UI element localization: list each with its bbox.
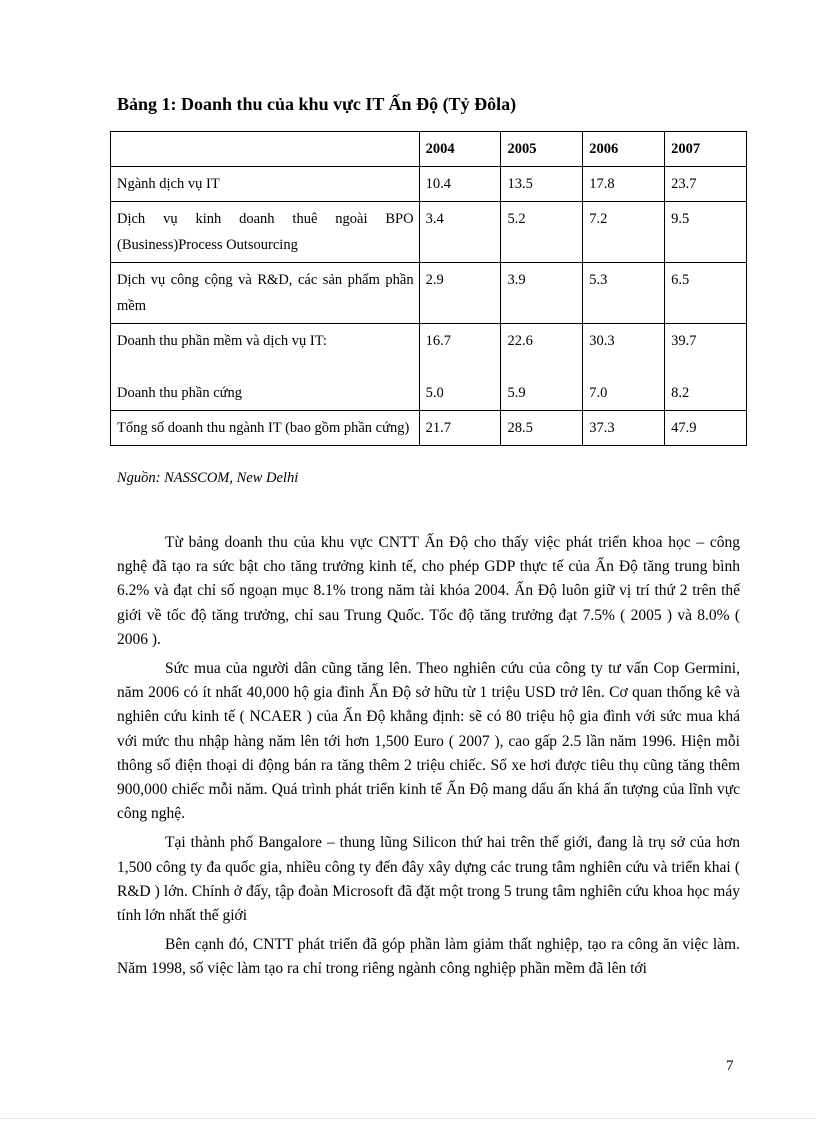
source-note: Nguồn: NASSCOM, New Delhi <box>117 470 299 486</box>
row-label-line: Doanh thu phần mềm và dịch vụ IT: <box>117 333 327 349</box>
value-cell: 6.5 <box>665 263 747 324</box>
value-cell: 28.5 <box>501 411 583 446</box>
value-cell: 2.9 <box>419 263 501 324</box>
value-cell <box>665 324 747 411</box>
value-cell: 5.2 <box>501 202 583 263</box>
value-cell <box>419 324 501 411</box>
value-cell: 13.5 <box>501 167 583 202</box>
table-row <box>111 411 747 446</box>
table-row <box>111 167 747 202</box>
paragraph: Từ bảng doanh thu của khu vực CNTT Ấn Độ cho thấy việc phát triển khoa học – công nghệ đã tạo ra sức bật cho tăng trưởng kinh tế, cho phép GDP thực tế của Ấn Độ tăng trung bình 6.2% và đạt chỉ số ngoạn mục 8.1% trong năm tài khóa 2004. Ấn Độ luôn giữ vị trí thứ 2 trên thế giới về tốc độ tăng trưởng, chỉ sau Trung Quốc. Tốc độ tăng trưởng đạt 7.5% ( 2005 ) và 8.0% ( 2006 ). <box>117 534 740 648</box>
row-label-line: Doanh thu phần cứng <box>117 385 243 401</box>
body-text <box>117 531 740 987</box>
value-cell: 17.8 <box>583 167 665 202</box>
value-cell: 5.3 <box>583 263 665 324</box>
value-cell: 3.9 <box>501 263 583 324</box>
value: 5.0 <box>425 385 444 401</box>
value: 39.7 <box>671 333 697 349</box>
table-title: Bảng 1: Doanh thu của khu vực IT Ấn Độ (Tỷ Đôla) <box>117 94 517 114</box>
value: 22.6 <box>507 333 533 349</box>
value-cell: 47.9 <box>665 411 747 446</box>
year-header: 2005 <box>501 132 583 167</box>
table-row <box>111 324 747 411</box>
row-label: Dịch vụ công cộng và R&D, các sản phẩm phần mềm <box>111 263 420 324</box>
table-header-row <box>111 132 747 167</box>
year-header: 2007 <box>665 132 747 167</box>
row-label: Dịch vụ kinh doanh thuê ngoài BPO (Business)Process Outsourcing <box>111 202 420 263</box>
value-cell <box>583 324 665 411</box>
paragraph: Sức mua của người dân cũng tăng lên. Theo nghiên cứu của công ty tư vấn Cop Germini, năm 2006 có ít nhất 40,000 hộ gia đình Ấn Độ sở hữu từ 1 triệu USD trở lên. Cơ quan thống kê và nghiên cứu kinh tế ( NCAER ) của Ấn Độ khẳng định: sẽ có 80 triệu hộ gia đình với sức mua khá với mức thu nhập hàng năm lên tới hơn 1,500 Euro ( 2007 ), cao gấp 2.5 lần năm 1996. Hiện mỗi thông số điện thoại di động bán ra tăng thêm 2 triệu chiếc. Số xe hơi được tiêu thụ cũng tăng thêm 900,000 chiếc mỗi năm. Quá trình phát triển kinh tế Ấn Độ mang dấu ấn khá ấn tượng của lĩnh vực công nghệ. <box>117 660 740 823</box>
value: 5.9 <box>507 385 526 401</box>
value: 16.7 <box>425 333 451 349</box>
paragraph: Bên cạnh đó, CNTT phát triển đã góp phần làm giảm thất nghiệp, tạo ra công ăn việc làm. Năm 1998, số việc làm tạo ra chỉ trong riêng ngành công nghiệp phần mềm đã lên tới <box>117 936 740 978</box>
value-cell: 21.7 <box>419 411 501 446</box>
value-cell <box>501 324 583 411</box>
value-cell: 7.2 <box>583 202 665 263</box>
header-empty-cell <box>111 132 420 167</box>
row-label: Tổng số doanh thu ngành IT (bao gồm phần cứng) <box>111 411 420 446</box>
year-header: 2006 <box>583 132 665 167</box>
value-cell: 3.4 <box>419 202 501 263</box>
year-header: 2004 <box>419 132 501 167</box>
table-row <box>111 263 747 324</box>
revenue-table <box>110 131 747 446</box>
value-cell: 10.4 <box>419 167 501 202</box>
row-label <box>111 324 420 411</box>
value: 7.0 <box>589 385 608 401</box>
row-label: Ngành dịch vụ IT <box>111 167 420 202</box>
value-cell: 23.7 <box>665 167 747 202</box>
paragraph: Tại thành phố Bangalore – thung lũng Silicon thứ hai trên thế giới, đang là trụ sở của hơn 1,500 công ty đa quốc gia, nhiều công ty đến đây xây dựng các trung tâm nghiên cứu và triển khai ( R&D ) lớn. Chính ở đấy, tập đoàn Microsoft đã đặt một trong 5 trung tâm nghiên cứu khoa học máy tính lớn nhất thế giới <box>117 834 740 925</box>
value: 30.3 <box>589 333 615 349</box>
page-bottom-edge <box>0 1118 816 1119</box>
value-cell: 9.5 <box>665 202 747 263</box>
page-number: 7 <box>726 1058 734 1074</box>
value-cell: 37.3 <box>583 411 665 446</box>
value: 8.2 <box>671 385 690 401</box>
table-row <box>111 202 747 263</box>
